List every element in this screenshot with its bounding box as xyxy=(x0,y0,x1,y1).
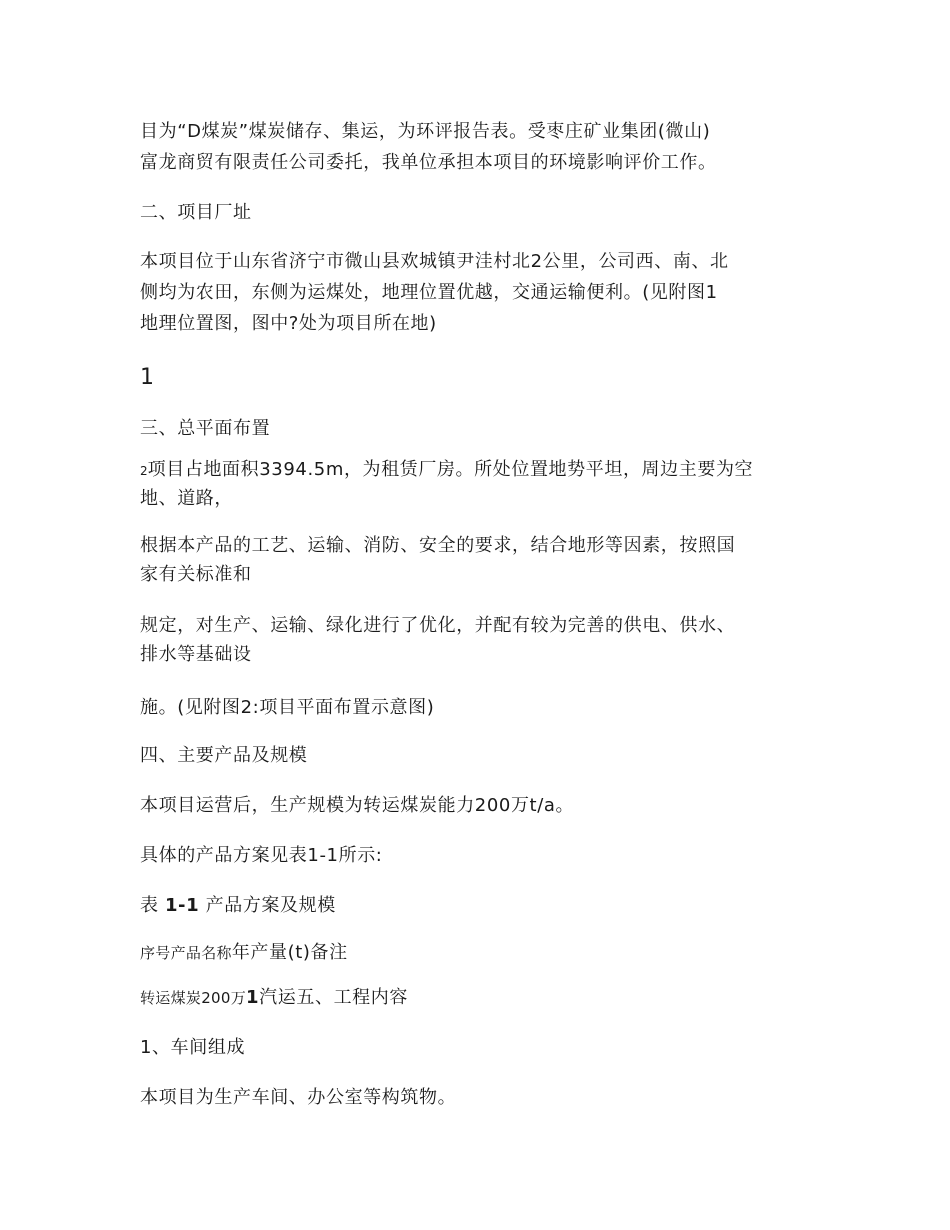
text-line: 根据本产品的工艺、运输、消防、安全的要求，结合地形等因素，按照国 xyxy=(140,535,736,556)
text-line: 本项目位于山东省济宁市微山县欢城镇尹洼村北2公里，公司西、南、北 xyxy=(140,251,729,272)
text-line: 侧均为农田，东侧为运煤处，地理位置优越，交通运输便利。(见附图1 xyxy=(140,282,718,303)
paragraph-site-area xyxy=(140,456,820,512)
table-header-cell: 备注 xyxy=(310,942,348,963)
table-cell: 转运煤炭 xyxy=(140,989,202,1007)
text-line: 地理位置图，图中?处为项目所在地) xyxy=(140,313,437,334)
text-line: 富龙商贸有限责任公司委托，我单位承担本项目的环境影响评价工作。 xyxy=(140,152,717,173)
table-cell: 汽运 xyxy=(259,987,297,1008)
text-line: 排水等基础设 xyxy=(140,644,252,665)
paragraph-layout-optimization xyxy=(140,611,820,669)
superscript-mark: 2 xyxy=(140,464,148,478)
table-cell: 200万 xyxy=(201,989,247,1007)
text-line: 2项目占地面积3394.5m，为租赁厂房。所处位置地势平坦，周边主要为空 xyxy=(140,459,754,480)
text-line: 规定，对生产、运输、绿化进行了优化，并配有较为完善的供电、供水、 xyxy=(140,615,736,636)
heading-workshop-composition: 1、车间组成 xyxy=(140,1037,246,1058)
text-line: 地、道路， xyxy=(140,488,233,509)
page-number: 1 xyxy=(140,365,155,390)
paragraph-project-intro xyxy=(140,116,820,178)
heading-project-site: 二、项目厂址 xyxy=(140,202,252,223)
table-header-cell: 产品名称 xyxy=(170,944,232,962)
table-header-row xyxy=(140,937,820,969)
paragraph-layout-basis xyxy=(140,531,820,589)
table-title: 表 1-1 产品方案及规模 xyxy=(140,895,336,916)
paragraph-layout-figure-ref: 施。(见附图2:项目平面布置示意图) xyxy=(140,697,435,718)
heading-general-layout: 三、总平面布置 xyxy=(140,418,271,439)
paragraph-project-location xyxy=(140,246,820,339)
table-header-cell: 序号 xyxy=(140,944,171,962)
text-line: 家有关标准和 xyxy=(140,564,252,585)
paragraph-production-scale: 本项目运营后，生产规模为转运煤炭能力200万t/a。 xyxy=(140,795,575,816)
paragraph-product-plan-ref: 具体的产品方案见表1-1所示: xyxy=(140,845,383,866)
text-line: 目为“D煤炭”煤炭储存、集运，为环评报告表。受枣庄矿业集团(微山) xyxy=(140,121,711,142)
heading-main-products: 四、主要产品及规模 xyxy=(140,745,308,766)
table-cell: 1 xyxy=(246,987,260,1008)
heading-engineering-content: 五、工程内容 xyxy=(296,987,408,1008)
table-row xyxy=(140,982,820,1014)
table-header-cell: 年产量(t) xyxy=(231,942,311,963)
paragraph-buildings: 本项目为生产车间、办公室等构筑物。 xyxy=(140,1087,457,1108)
